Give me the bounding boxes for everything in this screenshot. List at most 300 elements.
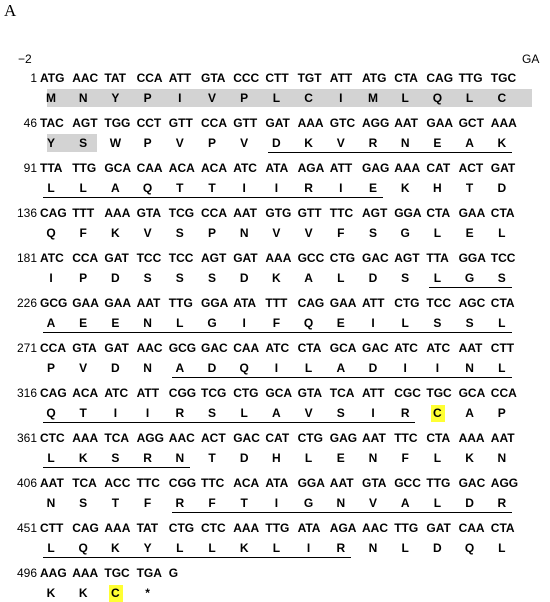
amino-acid: F <box>272 316 281 330</box>
codon: GTA <box>72 341 97 355</box>
amino-acid: Q <box>239 361 249 375</box>
codon: ACT <box>201 431 226 445</box>
codon: CAA <box>136 161 163 175</box>
amino-acid: L <box>47 541 55 555</box>
amino-acid: D <box>368 361 378 375</box>
codon: AAT <box>233 206 257 220</box>
amino-acid: L <box>433 271 442 285</box>
codon: ATC <box>40 251 64 265</box>
amino-acid: E <box>79 316 88 330</box>
amino-acid: C <box>433 406 442 420</box>
domain-underline <box>43 422 415 423</box>
amino-acid: L <box>176 541 184 555</box>
amino-acid: Y <box>46 136 55 150</box>
codon: ATG <box>40 71 65 85</box>
codon: TCA <box>329 386 355 400</box>
codon: AGG <box>136 431 164 445</box>
amino-acid: K <box>46 586 56 600</box>
amino-acid: Y <box>143 541 152 555</box>
amino-acid: L <box>47 181 55 195</box>
codon: CTC <box>201 521 226 535</box>
amino-acid: Q <box>78 541 88 555</box>
codon: CTA <box>297 341 322 355</box>
codon: CTC <box>40 431 65 445</box>
codon: AGG <box>362 116 390 130</box>
codon: CGG <box>168 386 197 400</box>
amino-acid: V <box>175 136 184 150</box>
amino-acid: F <box>208 496 216 510</box>
amino-acid: L <box>240 406 248 420</box>
codon: AAG <box>40 566 67 580</box>
codon: GTT <box>168 116 193 130</box>
codon: GAT <box>104 251 129 265</box>
amino-acid: P <box>240 91 249 105</box>
codon: TTG <box>168 296 193 310</box>
amino-acid: R <box>304 181 313 195</box>
amino-acid: G <box>400 226 410 240</box>
amino-acid: E <box>336 451 345 465</box>
codon: ATC <box>426 341 451 355</box>
codon: GGA <box>458 251 486 265</box>
codon: AAA <box>104 521 131 535</box>
upstream-bases-label: GA <box>522 52 540 66</box>
codon: GTT <box>233 116 258 130</box>
codon: ATA <box>297 521 321 535</box>
amino-acid: I <box>49 271 53 285</box>
amino-acid: R <box>368 136 378 150</box>
amino-acid: L <box>433 226 442 240</box>
nucleotide-position: 316 <box>16 386 37 400</box>
amino-acid: L <box>433 451 442 465</box>
amino-acid: N <box>368 541 378 555</box>
codon: GCG <box>168 341 197 355</box>
amino-acid: K <box>78 451 88 465</box>
codon: CTT <box>265 71 289 85</box>
domain-underline <box>172 512 512 513</box>
amino-acid: N <box>143 316 152 330</box>
codon: GAT <box>426 521 451 535</box>
codon: CGC <box>394 386 421 400</box>
codon: TTC <box>201 476 225 490</box>
codon: GAC <box>458 476 486 490</box>
codon: GAG <box>362 161 390 175</box>
codon: CAA <box>458 521 485 535</box>
amino-acid: H <box>433 181 442 195</box>
amino-acid: Y <box>111 91 120 105</box>
domain-underline <box>429 287 511 288</box>
amino-acid: M <box>46 91 56 105</box>
amino-acid: P <box>79 271 88 285</box>
codon: TCC <box>426 296 452 310</box>
codon: CAT <box>265 431 290 445</box>
nucleotide-position: 91 <box>23 161 37 175</box>
codon: GAC <box>201 341 228 355</box>
codon: ATT <box>362 386 385 400</box>
amino-acid: * <box>145 586 150 600</box>
codon: AGA <box>329 521 357 535</box>
codon: CTA <box>426 206 451 220</box>
codon: CTT <box>40 521 64 535</box>
codon: TGG <box>104 116 131 130</box>
codon: CAG <box>72 521 99 535</box>
amino-acid: I <box>274 496 279 510</box>
amino-acid: S <box>143 271 152 285</box>
nucleotide-position: 181 <box>16 251 37 265</box>
codon: CCA <box>201 206 227 220</box>
amino-acid: D <box>239 271 249 285</box>
amino-acid: D <box>368 271 378 285</box>
amino-acid: R <box>336 541 346 555</box>
codon: TCG <box>201 386 227 400</box>
codon: ATA <box>265 476 289 490</box>
amino-acid: E <box>368 181 377 195</box>
amino-acid: V <box>272 226 281 240</box>
amino-acid: L <box>498 541 506 555</box>
amino-acid: D <box>272 136 281 150</box>
amino-acid: Q <box>142 181 153 195</box>
codon: GCC <box>394 476 421 490</box>
amino-acid: L <box>401 91 409 105</box>
amino-acid: N <box>336 496 346 510</box>
amino-acid: E <box>465 226 474 240</box>
codon: TGC <box>490 71 517 85</box>
codon: TTG <box>72 161 97 175</box>
amino-acid: I <box>113 406 118 420</box>
codon: GCC <box>297 251 325 265</box>
codon: AAA <box>72 566 99 580</box>
codon: TTC <box>329 206 354 220</box>
amino-acid: I <box>435 361 440 375</box>
codon: TTA <box>40 161 63 175</box>
amino-acid: A <box>272 406 281 420</box>
amino-acid: W <box>109 136 122 150</box>
codon: CCA <box>201 116 227 130</box>
codon: AAA <box>72 431 99 445</box>
codon: CTG <box>297 431 323 445</box>
codon: GTC <box>329 116 356 130</box>
amino-acid: F <box>143 496 152 510</box>
amino-acid: N <box>497 451 507 465</box>
codon: ATC <box>394 341 418 355</box>
amino-acid: L <box>498 226 506 240</box>
codon: CGG <box>168 476 197 490</box>
domain-underline <box>43 467 190 468</box>
amino-acid: Q <box>432 91 443 105</box>
amino-acid: L <box>47 451 55 465</box>
amino-acid: N <box>239 226 249 240</box>
domain-underline <box>172 377 512 378</box>
codon: CTA <box>490 206 515 220</box>
codon: CTA <box>490 296 515 310</box>
amino-acid: I <box>178 91 182 105</box>
amino-acid: A <box>336 361 346 375</box>
codon: CCA <box>136 71 163 85</box>
codon: GAA <box>426 116 454 130</box>
amino-acid: N <box>46 496 56 510</box>
codon: AAA <box>458 431 485 445</box>
amino-acid: L <box>304 451 313 465</box>
amino-acid: P <box>143 136 152 150</box>
amino-acid: S <box>401 271 410 285</box>
amino-acid: I <box>274 361 279 375</box>
amino-acid: D <box>433 541 442 555</box>
amino-acid: K <box>400 181 410 195</box>
codon: CTG <box>233 386 259 400</box>
codon: GAC <box>233 431 260 445</box>
codon: ATT <box>136 386 160 400</box>
amino-acid: D <box>111 361 120 375</box>
amino-acid: S <box>433 316 442 330</box>
nucleotide-position: 361 <box>16 431 37 445</box>
amino-acid: N <box>175 451 185 465</box>
amino-acid: K <box>111 541 120 555</box>
codon: GTA <box>297 386 323 400</box>
codon: CTA <box>426 431 451 445</box>
codon: ATT <box>329 71 353 85</box>
amino-acid: R <box>175 496 185 510</box>
codon: TCA <box>72 476 97 490</box>
codon: CCA <box>40 341 66 355</box>
amino-acid: I <box>339 91 343 105</box>
codon: TTG <box>265 521 290 535</box>
codon: CTA <box>394 71 418 85</box>
codon: GGA <box>297 476 325 490</box>
domain-underline <box>268 152 511 153</box>
amino-acid: A <box>304 271 313 285</box>
amino-acid: L <box>337 271 345 285</box>
amino-acid: G <box>303 496 314 510</box>
nucleotide-position: 271 <box>16 341 37 355</box>
codon: GAA <box>104 296 132 310</box>
amino-acid: N <box>143 361 152 375</box>
amino-acid: I <box>242 181 246 195</box>
codon: AAA <box>265 251 292 265</box>
amino-acid: N <box>465 361 474 375</box>
amino-acid: S <box>175 226 184 240</box>
codon: AAC <box>168 431 195 445</box>
amino-acid: T <box>208 451 216 465</box>
codon: CCC <box>233 71 260 85</box>
amino-acid: D <box>239 451 249 465</box>
nucleotide-position: 1 <box>30 71 37 85</box>
amino-acid: P <box>143 91 152 105</box>
codon: ACA <box>201 161 227 175</box>
codon: GAT <box>490 161 516 175</box>
amino-acid: D <box>207 361 217 375</box>
amino-acid: A <box>465 136 474 150</box>
amino-acid: F <box>401 451 409 465</box>
amino-acid: I <box>242 316 246 330</box>
amino-acid: K <box>497 136 507 150</box>
codon: GTA <box>201 71 226 85</box>
codon: CAG <box>426 71 454 85</box>
amino-acid: S <box>368 226 377 240</box>
codon: ATA <box>265 161 289 175</box>
amino-acid: A <box>111 181 120 195</box>
codon: GAT <box>104 341 129 355</box>
domain-underline <box>43 332 512 333</box>
codon: G <box>168 566 179 580</box>
codon: TTC <box>136 476 160 490</box>
codon: TTG <box>458 71 483 85</box>
nucleotide-position: 136 <box>16 206 37 220</box>
codon: ATT <box>362 296 385 310</box>
codon: ATC <box>265 341 290 355</box>
codon: AGT <box>201 251 227 265</box>
amino-acid: V <box>143 226 152 240</box>
codon: TTA <box>426 251 449 265</box>
codon: GTA <box>136 206 162 220</box>
codon: GAA <box>329 296 357 310</box>
codon: AAC <box>362 521 388 535</box>
codon: AAA <box>490 116 517 130</box>
amino-acid: L <box>272 541 281 555</box>
amino-acid: F <box>337 226 345 240</box>
amino-acid: L <box>401 541 409 555</box>
codon: ACA <box>233 476 260 490</box>
codon: TTT <box>265 296 288 310</box>
codon: TCC <box>490 251 516 265</box>
codon: CTG <box>168 521 195 535</box>
amino-acid: Q <box>46 406 56 420</box>
codon: AAA <box>104 206 131 220</box>
codon: CTA <box>490 521 515 535</box>
amino-acid: K <box>272 271 281 285</box>
codon: GAC <box>362 341 389 355</box>
amino-acid: T <box>111 496 120 510</box>
upstream-position-label: −2 <box>18 52 32 66</box>
amino-acid: I <box>306 541 311 555</box>
codon: CTG <box>394 296 420 310</box>
amino-acid: S <box>207 406 216 420</box>
codon: AAT <box>136 296 161 310</box>
codon: GAC <box>362 251 389 265</box>
amino-acid: T <box>465 181 474 195</box>
codon: TCC <box>168 251 194 265</box>
codon: GTG <box>265 206 292 220</box>
amino-acid: H <box>272 451 281 465</box>
domain-underline <box>43 197 383 198</box>
amino-acid: L <box>498 316 506 330</box>
codon: GAT <box>233 251 258 265</box>
codon: TTG <box>394 521 419 535</box>
codon: TTC <box>394 431 418 445</box>
codon: AGT <box>394 251 420 265</box>
amino-acid: I <box>274 181 279 195</box>
amino-acid: A <box>46 316 56 330</box>
codon: TCG <box>168 206 195 220</box>
amino-acid: S <box>336 406 345 420</box>
wavy-underline <box>301 465 478 469</box>
codon: TGA <box>136 566 162 580</box>
amino-acid: K <box>111 226 120 240</box>
nucleotide-position: 226 <box>16 296 37 310</box>
amino-acid: F <box>79 226 87 240</box>
amino-acid: L <box>272 91 281 105</box>
panel-label: A <box>4 1 17 20</box>
codon: TCC <box>136 251 162 265</box>
amino-acid: T <box>176 181 184 195</box>
domain-underline <box>43 557 351 558</box>
amino-acid: T <box>79 406 87 420</box>
codon: TAT <box>136 521 159 535</box>
codon: AAA <box>297 116 324 130</box>
codon: AGA <box>297 161 325 175</box>
amino-acid: V <box>79 361 88 375</box>
codon: TTT <box>72 206 95 220</box>
codon: GCA <box>104 161 132 175</box>
codon: CCA <box>490 386 517 400</box>
codon: TCA <box>104 431 130 445</box>
codon: AGG <box>490 476 519 490</box>
codon: TAT <box>104 71 126 85</box>
codon: GCA <box>265 386 293 400</box>
amino-acid: C <box>497 91 507 105</box>
codon: GTT <box>297 206 322 220</box>
amino-acid: S <box>207 271 216 285</box>
codon: ATT <box>329 161 353 175</box>
codon: CAG <box>40 386 67 400</box>
amino-acid: I <box>371 406 375 420</box>
amino-acid: K <box>304 136 313 150</box>
amino-acid: L <box>401 316 409 330</box>
amino-acid: V <box>368 496 377 510</box>
codon: TTG <box>426 476 451 490</box>
amino-acid: S <box>175 271 184 285</box>
codon: ACA <box>72 386 99 400</box>
codon: ATC <box>233 161 257 175</box>
codon: CTT <box>490 341 515 355</box>
amino-acid: V <box>240 136 249 150</box>
amino-acid: D <box>497 181 507 195</box>
amino-acid: P <box>207 226 216 240</box>
codon: AAT <box>329 476 354 490</box>
codon: AGT <box>72 116 98 130</box>
amino-acid: L <box>79 181 87 195</box>
codon: GGA <box>394 206 422 220</box>
codon: AAA <box>233 521 260 535</box>
codon: TGC <box>426 386 452 400</box>
codon: AAA <box>394 161 421 175</box>
codon: GTA <box>362 476 387 490</box>
amino-acid: N <box>368 451 378 465</box>
codon: AAC <box>72 71 99 85</box>
nucleotide-position: 451 <box>16 521 37 535</box>
codon: CAG <box>297 296 325 310</box>
codon: ATT <box>168 71 192 85</box>
nucleotide-position: 496 <box>16 566 37 580</box>
amino-acid: E <box>111 316 120 330</box>
amino-acid: A <box>465 406 474 420</box>
amino-acid: L <box>465 91 474 105</box>
amino-acid: L <box>304 361 313 375</box>
amino-acid: Q <box>464 541 475 555</box>
amino-acid: M <box>368 91 378 105</box>
amino-acid: Q <box>46 226 56 240</box>
amino-acid: V <box>304 226 313 240</box>
amino-acid: P <box>497 406 506 420</box>
amino-acid: D <box>465 496 474 510</box>
amino-acid: E <box>433 136 442 150</box>
codon: AAC <box>136 341 163 355</box>
codon: ATG <box>362 71 387 85</box>
amino-acid: G <box>207 316 217 330</box>
amino-acid: Q <box>303 316 314 330</box>
nucleotide-position: 406 <box>16 476 37 490</box>
amino-acid: S <box>79 496 88 510</box>
amino-acid: T <box>240 496 248 510</box>
amino-acid: K <box>78 586 88 600</box>
